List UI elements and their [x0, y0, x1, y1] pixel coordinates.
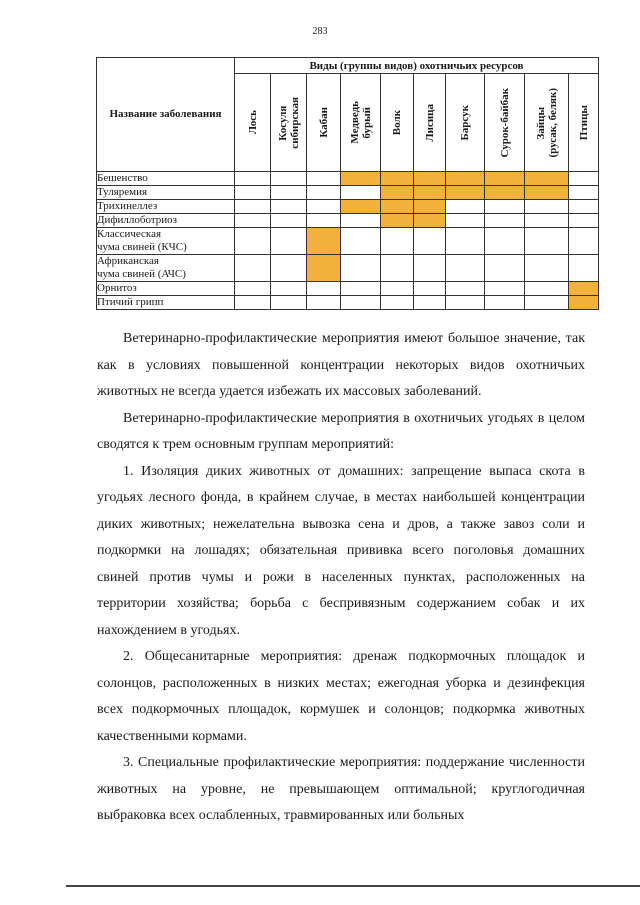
empty-cell: [525, 214, 569, 228]
species-label: [578, 105, 590, 140]
table-row: [97, 255, 599, 282]
disease-name: [97, 282, 235, 296]
disease-name-line: Туляремия: [97, 186, 148, 198]
empty-cell: [341, 296, 381, 310]
species-label-line: Косуля: [276, 105, 289, 141]
table-row: [97, 214, 599, 228]
table-row: [97, 228, 599, 255]
empty-cell: [271, 200, 307, 214]
marked-cell: [341, 172, 381, 186]
empty-cell: [235, 255, 271, 282]
disease-name-line: чума свиней (КЧС): [97, 241, 187, 253]
disease-name-line: Классическая: [97, 228, 162, 240]
marked-cell: [414, 214, 446, 228]
disease-name-line: Бешенство: [97, 172, 148, 184]
species-header: [446, 74, 485, 172]
empty-cell: [235, 296, 271, 310]
disease-name-line: Дифиллоботриоз: [97, 214, 178, 226]
species-header: [271, 74, 307, 172]
species-header: [485, 74, 525, 172]
empty-cell: [569, 255, 599, 282]
empty-cell: [307, 296, 341, 310]
table-row: [97, 282, 599, 296]
marked-cell: [307, 228, 341, 255]
species-header: [525, 74, 569, 172]
empty-cell: [569, 186, 599, 200]
empty-cell: [446, 200, 485, 214]
empty-cell: [569, 228, 599, 255]
marked-cell: [307, 255, 341, 282]
species-label: [424, 104, 436, 142]
disease-name: [97, 186, 235, 200]
marked-cell: [341, 200, 381, 214]
species-label-line: Сурок-байбак: [498, 87, 511, 158]
species-header: [414, 74, 446, 172]
species-group-header: Виды (группы видов) охотничьих ресурсов: [235, 58, 599, 74]
marked-cell: [381, 186, 414, 200]
species-label-line: сибирская: [288, 96, 301, 149]
marked-cell: [569, 296, 599, 310]
empty-cell: [569, 214, 599, 228]
empty-cell: [307, 200, 341, 214]
empty-cell: [525, 296, 569, 310]
species-header: [381, 74, 414, 172]
empty-cell: [341, 186, 381, 200]
paragraph: Ветеринарно-профилактические мероприятия имеют большое значение, так как в условиях повышенной концентрации некоторых видов охотничьих животных не всегда удается избежать их массовых заболеваний.: [97, 331, 585, 399]
empty-cell: [271, 282, 307, 296]
empty-cell: [414, 296, 446, 310]
marked-cell: [381, 200, 414, 214]
paragraph: 3. Специальные профилактические мероприятия: поддержание численности животных на уровне, не превышающем оптимальной; круглогодичная выбраковка всех ослабленных, травмированных или больных: [97, 755, 585, 823]
empty-cell: [341, 282, 381, 296]
species-label: [499, 88, 511, 157]
marked-cell: [414, 186, 446, 200]
empty-cell: [446, 228, 485, 255]
marked-cell: [446, 172, 485, 186]
empty-cell: [307, 186, 341, 200]
empty-cell: [271, 228, 307, 255]
table-body: [97, 172, 599, 310]
marked-cell: [525, 172, 569, 186]
empty-cell: [381, 296, 414, 310]
marked-cell: [569, 282, 599, 296]
paragraph: 1. Изоляция диких животных от домашних: запрещение выпаса скота в угодьях лесного фонда, в крайнем случае, в местах наибольшей концентрации диких животных; нежелательна вывозка сена и дров, а также завоз соли и подкормки на лошадях; обязательная прививка всего поголовья домашних свиней против чумы и рожи в населенных пунктах, расположенных на территории хозяйства; борьба с беспривязным содержанием собак и их нахождением в угодьях.: [97, 463, 585, 638]
page-number: 283: [312, 26, 328, 37]
empty-cell: [446, 214, 485, 228]
species-label-line: Птицы: [577, 104, 590, 141]
species-label: [277, 97, 301, 149]
empty-cell: [271, 186, 307, 200]
marked-cell: [381, 172, 414, 186]
empty-cell: [414, 255, 446, 282]
empty-cell: [235, 214, 271, 228]
empty-cell: [307, 172, 341, 186]
empty-cell: [381, 228, 414, 255]
disease-name: [97, 214, 235, 228]
empty-cell: [569, 200, 599, 214]
species-label-line: Медведь: [348, 101, 361, 144]
marked-cell: [485, 186, 525, 200]
species-label: [535, 88, 559, 158]
empty-cell: [271, 172, 307, 186]
species-label: [459, 105, 471, 140]
empty-cell: [525, 255, 569, 282]
empty-cell: [307, 282, 341, 296]
disease-name: [97, 228, 235, 255]
empty-cell: [485, 282, 525, 296]
empty-cell: [271, 296, 307, 310]
empty-cell: [485, 296, 525, 310]
disease-name-line: Трихинеллез: [97, 200, 158, 212]
empty-cell: [414, 282, 446, 296]
species-header: [307, 74, 341, 172]
species-header: [569, 74, 599, 172]
paragraph: 2. Общесанитарные мероприятия: дренаж подкормочных площадок и солонцов, расположенных в низких местах; ежегодная уборка и дезинфекция всех подкормочных площадок, кормушек и солонцов; подкормка животных качественными кормами.: [97, 649, 585, 744]
table-row: [97, 186, 599, 200]
empty-cell: [414, 228, 446, 255]
empty-cell: [271, 214, 307, 228]
species-label-line: бурый: [360, 106, 373, 139]
body-text: [97, 326, 585, 830]
disease-name: [97, 296, 235, 310]
species-label: [349, 101, 373, 144]
marked-cell: [485, 172, 525, 186]
species-label-line: Волк: [391, 109, 403, 136]
marked-cell: [525, 186, 569, 200]
species-label-line: Лисица: [423, 103, 436, 142]
empty-cell: [485, 200, 525, 214]
species-header: [341, 74, 381, 172]
empty-cell: [271, 255, 307, 282]
empty-cell: [485, 214, 525, 228]
disease-name-line: чума свиней (АЧС): [97, 268, 186, 280]
empty-cell: [235, 282, 271, 296]
marked-cell: [381, 214, 414, 228]
empty-cell: [235, 228, 271, 255]
disease-name: [97, 172, 235, 186]
species-label-line: (русак, беляк): [546, 87, 559, 158]
empty-cell: [381, 282, 414, 296]
disease-name: [97, 255, 235, 282]
disease-species-table: [96, 57, 599, 310]
empty-cell: [446, 255, 485, 282]
species-label-line: Лось: [246, 110, 259, 135]
species-label: [247, 110, 259, 134]
species-label: [318, 107, 330, 138]
species-label-line: Кабан: [317, 107, 330, 138]
empty-cell: [235, 200, 271, 214]
marked-cell: [414, 200, 446, 214]
disease-column-header: Название заболевания: [97, 58, 235, 172]
species-label-line: Зайцы: [534, 106, 547, 139]
paragraph: Ветеринарно-профилактические мероприятия в охотничьих угодьях в целом сводятся к трем основным группам мероприятий:: [97, 410, 585, 452]
empty-cell: [525, 200, 569, 214]
empty-cell: [446, 282, 485, 296]
table-row: [97, 172, 599, 186]
empty-cell: [341, 228, 381, 255]
marked-cell: [414, 172, 446, 186]
empty-cell: [235, 172, 271, 186]
species-label-line: Барсук: [459, 104, 471, 141]
species-label: [391, 110, 403, 135]
bottom-rule: [66, 885, 640, 887]
empty-cell: [381, 255, 414, 282]
empty-cell: [341, 214, 381, 228]
empty-cell: [485, 255, 525, 282]
disease-name-line: Птичий грипп: [97, 296, 164, 308]
disease-name-line: Африканская: [97, 255, 159, 267]
disease-name-line: Орнитоз: [97, 282, 137, 294]
species-header: [235, 74, 271, 172]
empty-cell: [525, 228, 569, 255]
empty-cell: [341, 255, 381, 282]
disease-name: [97, 200, 235, 214]
table-row: [97, 296, 599, 310]
empty-cell: [446, 296, 485, 310]
empty-cell: [525, 282, 569, 296]
empty-cell: [235, 186, 271, 200]
empty-cell: [485, 228, 525, 255]
table-row: [97, 200, 599, 214]
marked-cell: [446, 186, 485, 200]
empty-cell: [307, 214, 341, 228]
empty-cell: [569, 172, 599, 186]
